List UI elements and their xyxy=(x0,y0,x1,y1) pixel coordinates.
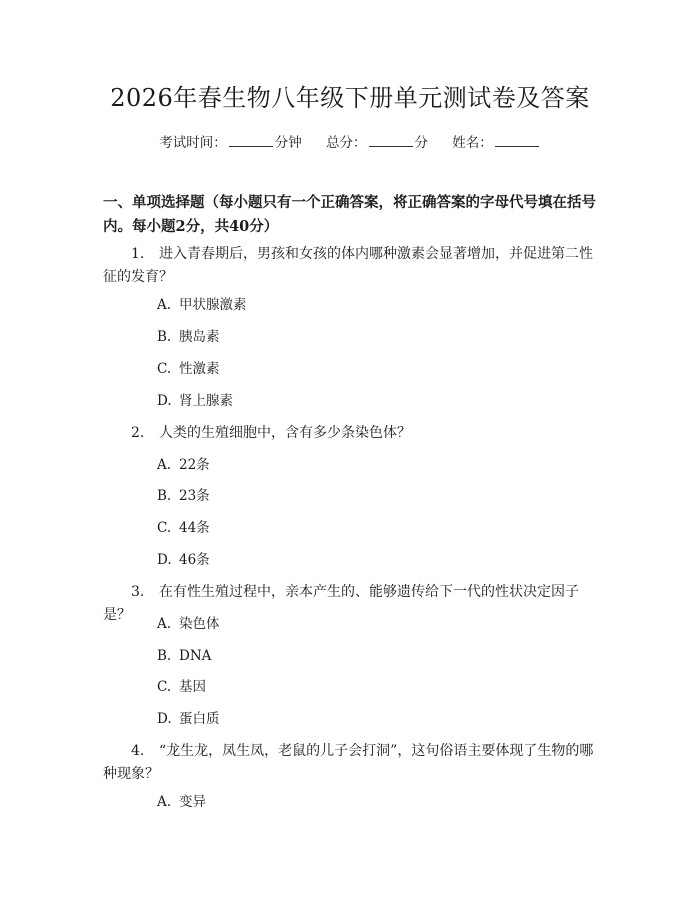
option-letter: D. xyxy=(157,552,172,568)
exam-time-label: 考试时间： xyxy=(159,135,227,151)
option-text: 46条 xyxy=(179,552,210,568)
option-text: 性激素 xyxy=(179,361,220,377)
section-heading: 一、单项选择题（每小题只有一个正确答案，将正确答案的字母代号填在括号内。每小题2分，共40分） xyxy=(103,194,596,235)
option-text: 基因 xyxy=(179,679,206,695)
question-text: 在有性生殖过程中，亲本产生的、能够遗传给下一代的性状决定因子是？ xyxy=(103,584,579,623)
option-letter: B. xyxy=(157,329,172,345)
option-2d xyxy=(157,550,210,570)
exam-time-unit: 分钟 xyxy=(274,135,302,151)
name-label: 姓名： xyxy=(452,135,493,151)
exam-time-blank xyxy=(229,134,273,147)
option-letter: B. xyxy=(157,488,172,504)
option-letter: D. xyxy=(157,393,172,409)
exam-info-line xyxy=(0,131,700,151)
option-3d xyxy=(157,709,220,729)
option-2a xyxy=(157,455,210,475)
option-1b xyxy=(157,327,220,347)
total-score-blank xyxy=(369,134,413,147)
option-text: 肾上腺素 xyxy=(179,393,233,409)
option-letter: C. xyxy=(157,361,172,377)
option-2c xyxy=(157,518,210,538)
option-letter: B. xyxy=(157,648,172,664)
question-number: 4. xyxy=(131,743,145,759)
option-text: 23条 xyxy=(179,488,210,504)
exam-time-field xyxy=(159,135,302,151)
page-title: 2026年春生物八年级下册单元测试卷及答案 xyxy=(110,84,590,112)
option-1d xyxy=(157,391,233,411)
name-blank xyxy=(495,134,539,147)
question-text: 人类的生殖细胞中，含有多少条染色体？ xyxy=(159,425,411,441)
name-field xyxy=(452,135,541,151)
option-letter: A. xyxy=(157,616,172,632)
option-letter: C. xyxy=(157,520,172,536)
option-letter: A. xyxy=(157,297,172,313)
option-letter: D. xyxy=(157,711,172,727)
option-1c xyxy=(157,359,220,379)
question-text: “龙生龙，凤生凤，老鼠的儿子会打洞”，这句俗语主要体现了生物的哪种现象？ xyxy=(103,743,594,782)
option-text: 染色体 xyxy=(179,616,220,632)
question-1 xyxy=(103,243,605,289)
option-text: 胰岛素 xyxy=(179,329,220,345)
option-text: 变异 xyxy=(179,794,206,810)
total-score-field xyxy=(326,135,428,151)
question-number: 2. xyxy=(131,425,145,441)
option-3b xyxy=(157,646,211,666)
option-letter: C. xyxy=(157,679,172,695)
total-score-label: 总分： xyxy=(326,135,367,151)
option-text: 44条 xyxy=(179,520,210,536)
option-letter: A. xyxy=(157,457,172,473)
option-3c xyxy=(157,677,206,697)
question-number: 1. xyxy=(131,246,145,262)
option-2b xyxy=(157,486,210,506)
option-4a xyxy=(157,792,206,812)
option-3a xyxy=(157,614,220,634)
total-score-unit: 分 xyxy=(414,135,428,151)
question-number: 3. xyxy=(131,584,145,600)
option-1a xyxy=(157,295,247,315)
question-2 xyxy=(103,422,605,445)
option-text: DNA xyxy=(179,648,212,664)
option-text: 蛋白质 xyxy=(179,711,220,727)
option-text: 甲状腺激素 xyxy=(179,297,247,313)
option-letter: A. xyxy=(157,794,172,810)
question-text: 进入青春期后，男孩和女孩的体内哪种激素会显著增加，并促进第二性征的发育？ xyxy=(103,246,593,285)
question-4 xyxy=(103,740,605,786)
option-text: 22条 xyxy=(179,457,210,473)
